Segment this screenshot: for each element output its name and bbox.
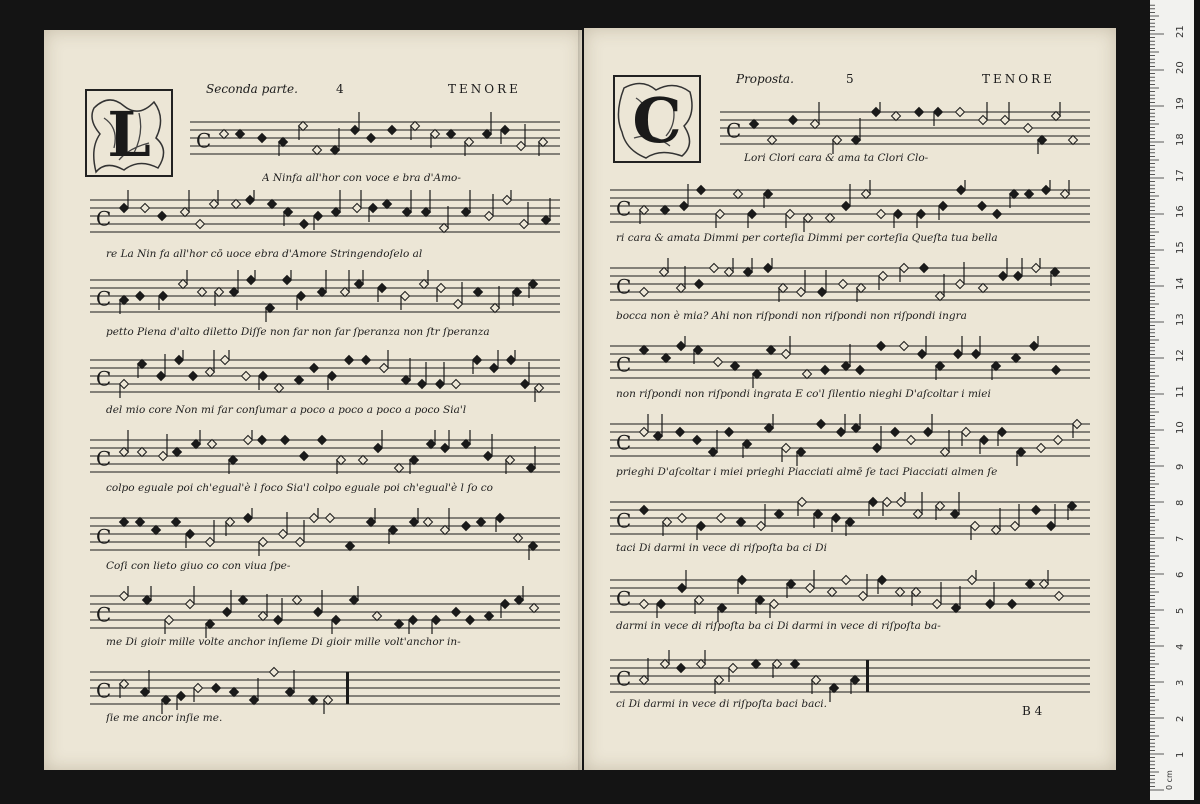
svg-text:C: C [196, 128, 212, 153]
lyric-left-8: ſie me ancor inſie me. [106, 712, 223, 724]
ruler-mark-label: 4 [1175, 643, 1186, 650]
lyric-right-1: Lori Clori cara & ama ta Clori Clo- [744, 152, 929, 164]
lyric-left-3: petto Piena d'alto diletto Diſſe non far non far ſperanza non ſtr ſperanza [106, 326, 490, 338]
lyric-right-8: ci Di darmi in vece di riſpoſta baci baci. [616, 698, 827, 710]
measurement-ruler [1150, 0, 1194, 800]
page-number-right: 5 [846, 72, 854, 86]
svg-text:C: C [616, 352, 632, 377]
ruler-mark-label: 18 [1175, 133, 1186, 146]
ruler-mark-label: 1 [1175, 751, 1186, 758]
ruler-mark-label: 15 [1175, 241, 1186, 254]
svg-text:C: C [96, 524, 112, 549]
lyric-right-5: prieghi D'aſcoltar i miei prieghi Piacciati almē ſe taci Piacciati almen ſe [616, 466, 998, 478]
ruler-mark-label: 20 [1175, 61, 1186, 74]
ruler-mark-label: 13 [1175, 313, 1186, 326]
ruler-mark-label: 16 [1175, 205, 1186, 218]
decorated-initial-right [612, 74, 702, 164]
ruler-mark-label: 14 [1175, 277, 1186, 290]
lyric-left-6: Coſi con lieto giuo co con viua ſpe- [106, 560, 291, 572]
ruler-mark-label: 7 [1175, 535, 1186, 542]
initial-letter-right: C [632, 84, 682, 157]
lyric-right-2: ri cara & amata Dimmi per corteſia Dimmi per corteſia Queſta tua bella [616, 232, 998, 244]
ruler-mark-label: 11 [1175, 385, 1186, 398]
voice-label-right: TENORE [982, 72, 1055, 86]
staff-left-2 [90, 190, 560, 246]
staff-left-5 [90, 430, 560, 486]
lyric-right-6: taci Di darmi in vece di riſpoſta ba ci Di [616, 542, 827, 554]
staff-right-1 [720, 102, 1090, 158]
lyric-left-2: re La Nin fa all'hor cō uoce ebra d'Amore Stringendoſelo al [106, 248, 423, 260]
staff-right-7 [610, 570, 1090, 626]
svg-text:C: C [616, 666, 632, 691]
staff-right-6 [610, 492, 1090, 548]
lyric-left-1: A Ninfa all'hor con voce e bra d'Amo- [262, 172, 461, 184]
staff-left-8 [90, 662, 560, 718]
svg-text:C: C [96, 206, 112, 231]
right-page [584, 28, 1116, 770]
staff-left-7 [90, 586, 560, 642]
page-number-left: 4 [336, 82, 344, 96]
ruler-mark-label: 2 [1175, 715, 1186, 722]
svg-text:C: C [96, 286, 112, 311]
initial-letter-left: L [107, 98, 151, 171]
ruler-mark-label: 12 [1175, 349, 1186, 362]
staff-left-4 [90, 350, 560, 406]
ruler-mark-label: 17 [1175, 169, 1186, 182]
ruler-mark-label: 21 [1175, 25, 1186, 38]
staff-right-4 [610, 336, 1090, 392]
page-signature: B 4 [1022, 704, 1043, 718]
ruler-mark-label: 3 [1175, 679, 1186, 686]
svg-text:C: C [726, 118, 742, 143]
ruler-mark-label: 9 [1175, 463, 1186, 470]
svg-text:C: C [616, 508, 632, 533]
part-label-left: Seconda parte. [206, 82, 298, 96]
lyric-right-4: non riſpondi non riſpondi ingrata E co'l ſilentio nieghi D'aſcoltar i miei [616, 388, 991, 400]
ruler-mark-label: 8 [1175, 499, 1186, 506]
staff-right-5 [610, 414, 1090, 470]
svg-text:C: C [616, 586, 632, 611]
staff-right-2 [610, 180, 1090, 236]
ruler-mark-label: 19 [1175, 97, 1186, 110]
svg-text:C: C [96, 366, 112, 391]
lyric-left-5: colpo eguale poi ch'egual'è l foco Sia'l colpo eguale poi ch'egual'è l ſo co [106, 482, 493, 494]
lyric-right-7: darmi in vece di riſpoſta ba ci Di darmi in vece di riſpoſta ba- [616, 620, 941, 632]
svg-text:C: C [616, 430, 632, 455]
staff-left-6 [90, 508, 560, 564]
svg-text:C: C [96, 678, 112, 703]
decorated-initial-left [84, 88, 174, 178]
staff-left-3 [90, 270, 560, 326]
svg-text:C: C [616, 196, 632, 221]
ruler-scale [1150, 0, 1194, 800]
svg-text:C: C [616, 274, 632, 299]
ruler-mark-label: 5 [1175, 607, 1186, 614]
ruler-mark-label: 10 [1175, 421, 1186, 434]
ruler-mark-label: 6 [1175, 571, 1186, 578]
left-page [44, 30, 582, 770]
lyric-right-3: bocca non è mia? Ahi non riſpondi non riſpondi non riſpondi ingra [616, 310, 967, 322]
staff-left-1 [190, 112, 560, 168]
svg-text:C: C [96, 446, 112, 471]
voice-label-left: TENORE [448, 82, 521, 96]
lyric-left-7: me Di gioir mille volte anchor inſieme Di gioir mille volt'anchor in- [106, 636, 461, 648]
part-label-right: Proposta. [736, 72, 794, 86]
svg-text:C: C [96, 602, 112, 627]
lyric-left-4: del mio core Non mi far conſumar a poco a poco a poco a poco Sia'l [106, 404, 467, 416]
ruler-unit-label: 0 cm [1165, 770, 1174, 790]
staff-right-3 [610, 258, 1090, 314]
